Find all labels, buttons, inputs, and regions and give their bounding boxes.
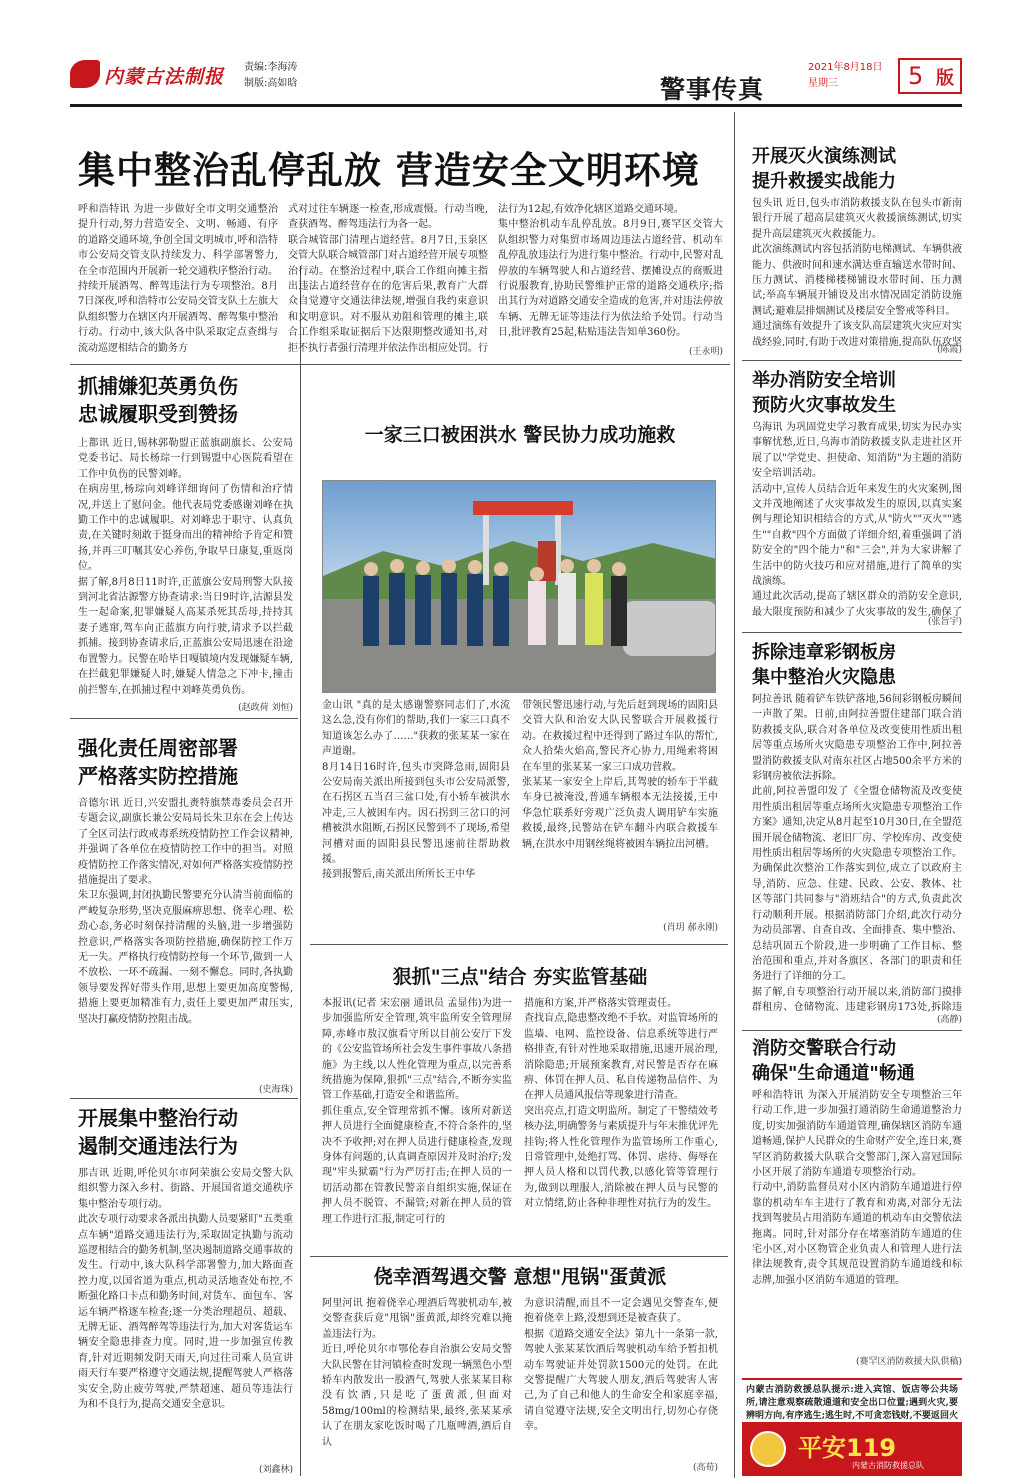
lead-col-3: 法行为12起,有效净化辖区道路交通环境。 集中整治机动车乱停乱放。8月9日,赛罕区交管大队组织警力对集贸市场周边违法占道经营、机动车乱停乱放违法行为进行集中整治。行动中,民警对乱停放的车辆驾驶人和占道经营、摆摊设点的商贩进行说服教育,协助民警维护正常的道路交通秩序;指出其行为对道路交通安全造成的危害,并对违法停放车辆、无牌无证等违法行为依法给予处罚。行动当日,批评教育25起,粘贴违法告知单360份。 — [498, 204, 723, 339]
right-rule-3 — [742, 1030, 962, 1031]
lifeline-byline: (赛罕区消防救援大队供稿) — [855, 1357, 962, 1367]
flood-rescue-photo — [322, 480, 716, 693]
demolish-body: 阿拉善讯 随着铲车铁铲落地,56间彩钢板房瞬间一声散了架。日前,由阿拉善盟住建部门联合消防救援支队,联合对各单位及改变使用性质出租居等重点场所火灾隐患专项整治工作中,阿拉善盟消防救援支队对南东社区占地500余平方米的彩钢房被依法拆除。 此前,阿拉善盟印发了《全盟仓储物流及改变使用性质出租居等重点场所火灾隐患专项整治工作方案》通知,决定从8月起至10月30日,在全盟范围开展仓储物流、老旧厂房、学校库房、改变使用性质出租居等场所的火灾隐患专项整治工作。 为确保此次整治工作落实到位,成立了以政府主导,消防、应急、住建、民政、公安、教体、社区等部门共同参与"消班结合"的方式,负责此次行动顺利开展。根据消防部门介绍,此次行动分为动员部署、自查自改、全面排查、集中整治、总结巩固五个阶段,进一步明确了工作目标、整治范围和重点,并对各旗区、各部门的职责和任务进行了详细的分工。 据了解,自专项整治行动开展以来,消防部门摸排群租房、仓储物流、违建彩钢房173处,拆除违 — [752, 694, 962, 1014]
section-title: 警事传真 — [660, 75, 765, 104]
fire-safety-tip — [742, 1378, 962, 1476]
arrest-body: 上都讯 近日,锡林郭勒盟正蓝旗副旗长、公安局党委书记、局长杨琮一行到锡盟中心医院看望在工作中负伤的民警刘峰。 在病房里,杨琮向刘峰详细询问了伤情和治疗情况,并送上了慰问金。他代表局党委感谢刘峰在执勤工作中的忠诚履职。对刘峰忠于职守、认真负责,在关键时刻敢于挺身而出的精神给予肯定和赞扬,并再三叮嘱其安心养伤,争取早日康复,重返岗位。 据了解,8月8日11时许,正蓝旗公安局刑警大队接到河北省沽源警方协查请求:当日9时许,沽源县发生一起命案,犯罪嫌疑人高某杀死其岳母,持持其妻子逃窜,驾车向正蓝旗方向行驶,请求予以拦截抓捕。接到协查请求后,正蓝旗公安局迅速在沿途布置警力。民警在哈毕日嘎镇境内发现嫌疑车辆,在拦截犯罪嫌疑人时,嫌疑人情急之下冲卡,撞击前拦警车,在抓捕过程中刘峰英勇负伤。 — [78, 438, 293, 696]
page-number-box — [898, 58, 962, 94]
supervision-col-1: 本报讯(记者 宋宏丽 通讯员 孟显伟)为进一步加强监所安全管理,筑牢监所安全管理屏障,赤峰市敖汉旗看守所以目前公安厅下发的《公安监管场所社会发生事件事故八条措施》为主线,以人性化管理为重点,以完善系统措施为保障,狠抓"三点"结合,不断夯实监管工作基础,打造安全和谐监所。 抓住重点,安全管理常抓不懈。该所对新送押人员进行全面健康检查,不符合条件的,坚决不予收押;对在押人员进行健康检查,发现身体有问题的,认真调查原因并及时治疗;发现"牢头狱霸"行为严厉打击;在押人员的一切活动都在管教民警亲自组织实施,保证在押人员不脱管、不漏管;对新在押人员的管理工作进行汇报,制定可行的 — [322, 998, 512, 1225]
issue-date — [808, 60, 883, 92]
fire-drill-body: 包头讯 近日,包头市消防救援支队在包头市新南银行开展了超高层建筑灭火救援演练测试,切实提升高层建筑灭火救援能力。 此次演练测试内容包括消防电梯测试、车辆供液能力、供液时间和速水满达垂直输送水带时间、压力测试、消楼梯楼梯铺设水带时间、压力测试;举高车辆展开铺设及出水情况固定消防设施测试;避难层排烟测试及楼层安全警戒等科目。 通过演练有效提升了该支队高层建筑火灾应对实战经验,同时,有助于改进对策措施,提高队伍攻坚 — [752, 198, 962, 346]
demolish-byline: (高静) — [936, 1015, 962, 1025]
supervision-col-2: 措施和方案,并严格落实管理责任。 查找盲点,隐患整改绝不手软。对监管场所的监墙、电网、监控设备、信息系统等进行严格排查,有针对性地采取措施,迅速开展治理,消除隐患;开展预案教育,对民警是否存在麻痹、体罚在押人员、私自传递物品信件、为在押人员通风报信等现象进行清查。 突出亮点,打造文明监所。制定了干警绩效考核办法,明确警务与素质提升与年末推优评先挂钩;将人性化管理作为监管场所工作重心,日常管理中,处绝打骂、体罚、虐待、侮辱在押人员人格和以罚代教,以感化管等管理行为,做到以理服人,消除被在押人员与民警的对立情绪,防止各种非理性对抗行为的发生。 — [524, 998, 718, 1210]
drunk-col-1: 阿里河讯 抱着侥幸心理酒后驾驶机动车,被交警查获后竟"甩锅"蛋黄派,却终究难以掩盖违法行为。 近日,呼伦贝尔市鄂伦春自治旗公安局交警大队民警在甘河镇检查时发现一辆黑色小型轿车内散发出一股酒气,驾驶人张某某目称没有饮酒,只是吃了蛋黄派,但面对58mg/100ml的检测结果,最终,张某某承认了在朋友家吃饭时喝了几瓶啤酒,酒后自认 — [322, 1298, 512, 1448]
traffic-headline: 开展集中整治行动 遏制交通违法行为 — [78, 1106, 238, 1158]
center-rule-2 — [310, 1256, 728, 1257]
page-number: 5 — [908, 62, 924, 90]
drunk-byline: (高荀) — [692, 1463, 718, 1473]
traffic-body: 那吉讯 近期,呼伦贝尔市阿荣旗公安局交警大队组织警力深入乡村、街路、开展国省道交通秩序集中整治专项行动。 此次专项行动要求各派出执勤人员要紧盯"五类重点车辆"道路交通违法行为,采取固定执勤与流动巡逻相结合的勤务机制,坚决遏制道路交通事故的发生。行动中,该大队科学部署警力,加大路面查控力度,以国省道为重点,机动灵活地查处布控,不断强化路口卡点和勤务时间,对货车、面包车、客运车辆严格逐车检查;逐一分类治理超员、超载、无牌无证、酒驾醉驾等违法行为,加大对客货运车辆安全隐患排查力度。同时,进一步加强宣传教育,针对近期频发阴天雨天,向过往司乘人员宣讲雨天行车要严格遵守交通法规,提醒驾驶人严格落实安全,防止疲劳驾驶,严禁超速、超员等违法行为和不良行为,提高交通安全意识。 — [78, 1168, 293, 1411]
page-suffix: 版 — [936, 68, 954, 89]
lifeline-body: 呼和浩特讯 为深入开展消防安全专项整治三年行动工作,进一步加强打通消防生命通道整治力度,切实加强消防车通道管理,确保辖区消防车通道畅通,保护人民群众的生命财产安全,连日来,赛罕区消防救援大队联合交警部门,深入富冠国际小区开展了消防车通道专项整治行动。 行动中,消防监督员对小区内消防车通道进行停靠的机动车车主进行了教育和劝离,对部分无法找到驾驶员占用消防车通道的机动车由交警依法拖离。同时,针对部分存在堵塞消防车通道的住宅小区,对小区物管企业负责人和管理人进行法律法规教育,责令其规范设置消防车通道线和标志牌,加强小区消防车通道的管理。 — [752, 1090, 962, 1286]
lead-headline: 集中整治乱停乱放 营造安全文明环境 — [78, 149, 700, 192]
left-rule-2 — [70, 1098, 298, 1099]
arrest-byline: (赵政荷 刘恒) — [238, 703, 293, 713]
right-rule-2 — [742, 632, 962, 633]
center-rule-1 — [310, 944, 728, 945]
duty-byline: (史海珠) — [258, 1085, 293, 1095]
fire-drill-byline: (陈霞) — [936, 345, 962, 355]
training-byline: (张旨宇) — [927, 617, 962, 627]
paper-logo — [70, 58, 235, 92]
lifeline-headline: 消防交警联合行动 确保"生命通道"畅通 — [752, 1038, 915, 1084]
fire-drill-headline: 开展灭火演练测试 提升救援实战能力 — [752, 146, 896, 192]
police-emblem-icon — [750, 1431, 786, 1467]
traffic-byline: (刘鑫林) — [258, 1465, 293, 1475]
left-column-divider — [300, 266, 301, 1476]
badge-subtitle: 内蒙古消防救援总队 — [852, 1461, 924, 1470]
editor: 责编:李海涛 — [244, 62, 298, 73]
training-body: 乌海讯 为巩固党史学习教育成果,切实为民办实事解忧愁,近日,乌海市消防救援支队走进社区开展了以"学党史、担使命、知消防"为主题的消防安全培训活动。 活动中,宣传人员结合近年来发生的火灾案例,图文并茂地阐述了火灾事故发生的原因,以真实案例与理论知识相结合的方式,从"防火""灭火""逃生""自救"四个方面做了详细介绍,着重强调了消防安全的"四个能力"和"三会",并为大家讲解了生活中的防火技巧和应对措施,进行了简单的实战演练。 通过此次活动,提高了辖区群众的消防安全意识,最大限度预防和减少了火灾事故的发生,确保了 — [752, 422, 962, 618]
right-column-divider — [734, 112, 735, 1478]
demolish-headline: 拆除违章彩钢板房 集中整治火灾隐患 — [752, 642, 896, 688]
drunk-col-2: 为意识清醒,而且不一定会遇见交警查车,便抱着侥幸上路,没想到还是被查获了。 根据《道路交通安全法》第九十一条第一款,驾驶人张某某饮酒后驾驶机动车给予暂扣机动车驾驶证并处罚款1500元的处罚。在此交警提醒广大驾驶人朋友,酒后驾驶害人害己,为了自己和他人的生命安全和家庭幸福,请自觉遵守法规,安全文明出行,切勿心存侥幸。 — [524, 1298, 718, 1433]
logo-emblem-icon — [70, 60, 100, 88]
lead-bottom-rule — [70, 364, 730, 365]
tip-text: 内蒙古消防救援总队提示:进入宾馆、饭店等公共场所,请注意观察疏散通道和安全出口位置;遇到火灾,要辨明方向,有序逃生;逃生时,不可贪恋钱财,不要返回火 — [746, 1385, 958, 1421]
masthead-rule — [70, 104, 962, 107]
lead-col-2: 式对过往车辆逐一检查,形成震慑。行动当晚,查获酒驾、醉驾违法行为各一起。 联合城管部门清理占道经营。8月7日,玉泉区交管大队联合城管部门对占道经营开展专项整治行动。在整治过程中,联合工作组向摊主指出违法占道经营存在的危害后果,教育广大群众自觉遵守交通法律法规,增强自我约束意识和文明意识。对不服从劝阻和管理的摊主,联合工作组采取证据后下达限期整改通知书,对拒不执行者强行清理并依法作出相应处罚。行 — [288, 204, 488, 354]
right-rule-1 — [742, 360, 962, 361]
photo-scene-illustration — [323, 481, 716, 693]
arrest-headline: 抓捕嫌犯英勇负伤 忠诚履职受到赞扬 — [78, 374, 238, 426]
peace-119-badge — [742, 1422, 962, 1476]
lead-col-1: 呼和浩特讯 为进一步做好全市文明交通整治提升行动,努力营造安全、文明、畅通、有序的道路交通环境,争创全国文明城市,呼和浩特市公安局交管支队持续发力、科学部署警力,在全市范围内开展新一轮交通秩序整治行动。 持续开展酒驾、醉驾违法行为专项整治。8月7日深夜,呼和浩特市公安局交管支队土左旗大队组织警力在辖区内开展酒驾、醉驾集中整治行动。行动中,该大队各中队采取定点查缉与流动巡逻相结合的勤务方 — [78, 204, 278, 354]
training-headline: 举办消防安全培训 预防火灾事故发生 — [752, 370, 896, 416]
lead-byline: (王永明) — [688, 347, 723, 357]
date: 2021年8月18日 — [808, 62, 883, 73]
paper-name: 内蒙古法制报 — [104, 66, 225, 88]
editor-info — [244, 60, 297, 92]
flood-headline: 一家三口被困洪水 警民协力成功施救 — [364, 424, 676, 446]
producer: 制版:高如晗 — [244, 78, 298, 89]
drunk-headline: 侥幸酒驾遇交警 意想"甩锅"蛋黄派 — [373, 1266, 667, 1288]
weekday: 星期三 — [808, 78, 838, 89]
duty-headline: 强化责任周密部署 严格落实防控措施 — [78, 736, 238, 788]
left-rule-1 — [70, 718, 298, 719]
flood-body-left: 金山讯 "真的是太感谢警察同志们了,水流这么急,没有你们的帮助,我们一家三口真不知道该怎么办了……"获救的张某某一家在声道谢。 8月14日16时许,包头市突降急雨,固阳县公安局南关派出所接到包头市公安局派警,在石拐区五当召三盆口处,有小轿车被洪水冲走,三人被困车内。因石拐到三岔口的河槽被洪水阻断,石拐区民警到不了现场,希望河槽对面的固阳县民警迅速前往帮助救援。 接到报警后,南关派出所所长王中华 — [322, 700, 510, 881]
supervision-headline: 狠抓"三点"结合 夯实监管基础 — [392, 966, 648, 988]
badge-title: 平安119 — [798, 1434, 897, 1462]
duty-body: 音德尔讯 近日,兴安盟扎赉特旗禁毒委员会召开专题会议,副旗长兼公安局局长朱卫东在会上传达了全区司法行政戒毒系统疫情防控工作会议精神,并强调了各单位在疫情防控工作中的担当。对照疫情防控工作落实情况,对如何严格落实疫情防控措施提出了要求。 朱卫东强调,封闭执勤民警要充分认清当前面临的严峻复杂形势,坚决克服麻痹思想、侥幸心理、松劲心态,务必时刻保持清醒的头脑,进一步增强防控意识,严格落实各项防控措施,确保防控工作万无一失。严格执行疫情防控每一个环节,做到一人不放松、一环不疏漏、一刻不懈怠。同时,各执勤领导要发挥好带头作用,思想上要更加高度警惕,措施上要更加精准有力,责任上要更加严肃压实,坚决打赢疫情防控阻击战。 — [78, 798, 293, 1025]
flood-byline: (肖玥 郝永刚) — [663, 923, 718, 933]
flood-body-right: 带领民警迅速行动,与先后赶到现场的固阳县交管大队和治安大队民警联合开展救援行动。在救援过程中还得到了路过车队的帮忙,众人拾柴火焰高,警民齐心协力,用绳索将困在车里的张某某一家三口成功营救。 张某某一家安全上岸后,其驾驶的轿车于半截车身已被淹没,普通车辆根本无法接援,王中华急忙联系好旁观广泛负责人调用铲车实施救援,最终,民警站在铲车翻斗内联合救援车辆,在洪水中用钢丝绳将被困车辆拉出河槽。 — [522, 700, 718, 850]
